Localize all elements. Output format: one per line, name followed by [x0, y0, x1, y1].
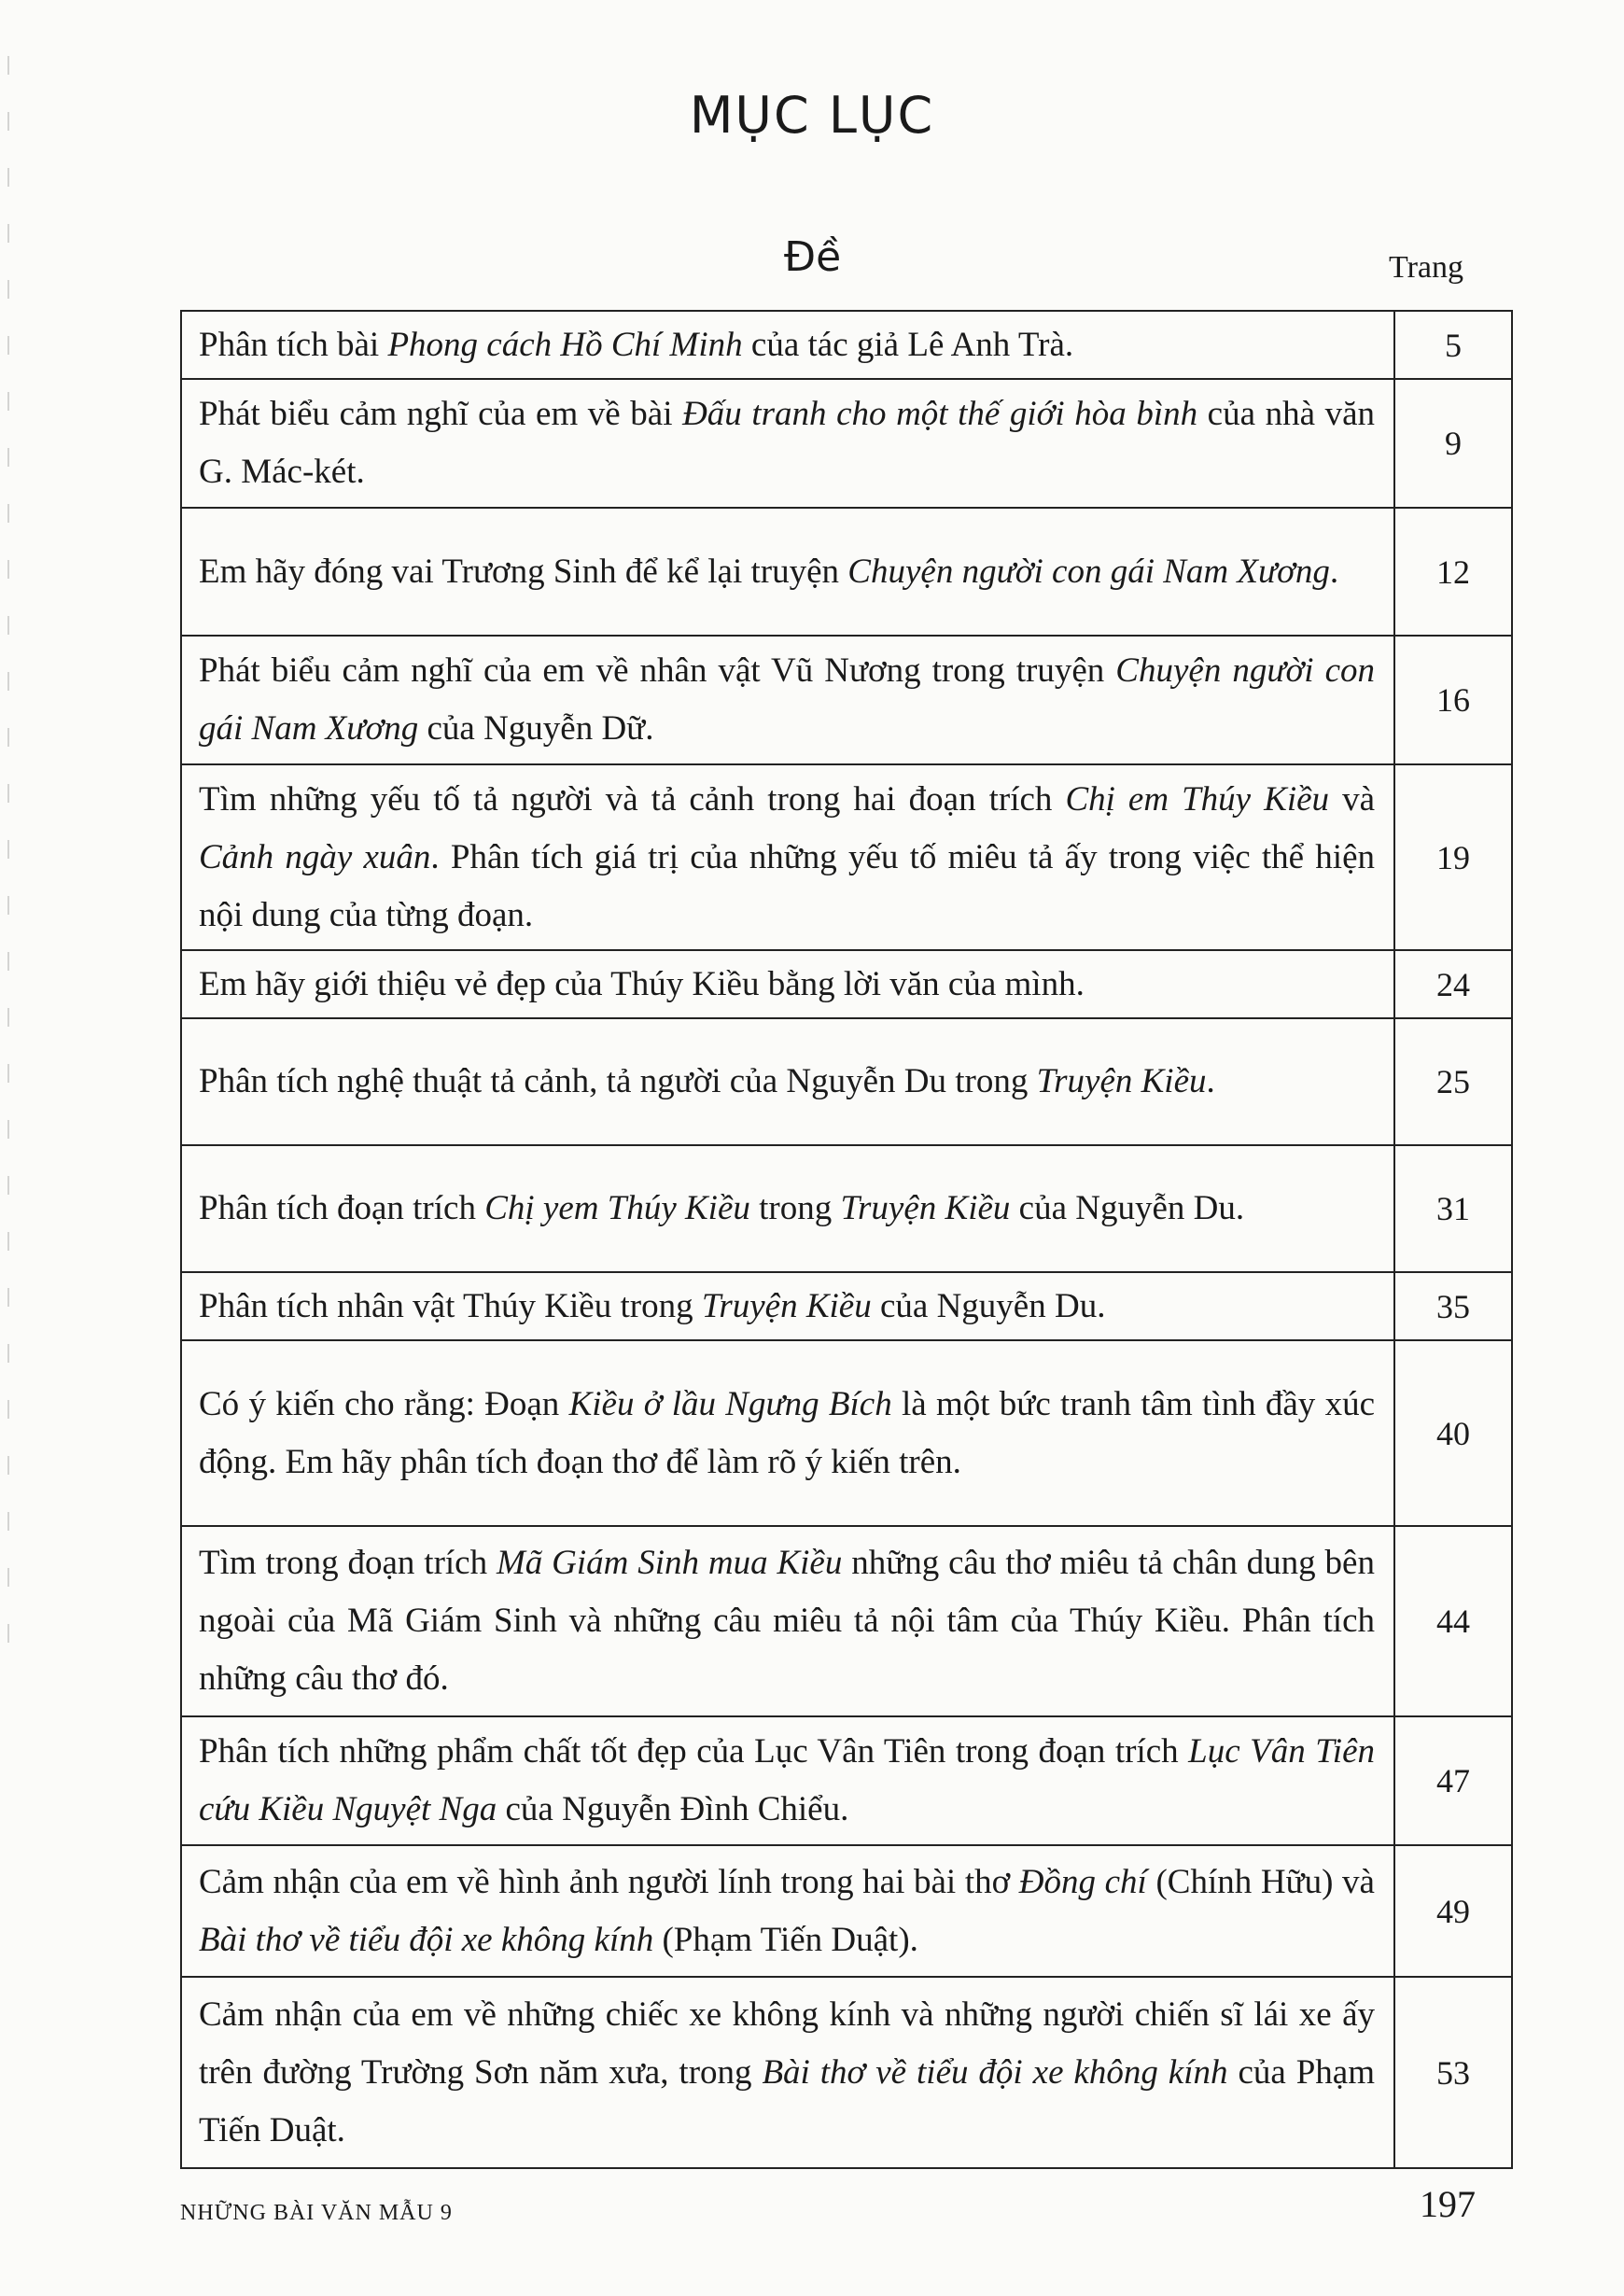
footer-book-title: NHỮNG BÀI VĂN MẪU 9 — [180, 2201, 453, 2225]
work-title: Mã Giám Sinh mua Kiều — [496, 1544, 843, 1582]
work-title: Chị yem Thúy Kiều — [484, 1189, 750, 1227]
work-title: Phong cách Hồ Chí Minh — [387, 325, 743, 364]
toc-entry-title — [181, 1018, 1394, 1145]
work-title: Truyện Kiều — [840, 1189, 1011, 1227]
work-title: Đồng chí — [1018, 1862, 1147, 1901]
entry-text: của Nguyễn Du. — [1010, 1189, 1245, 1227]
toc-entry-page: 44 — [1394, 1526, 1512, 1716]
toc-entry-title — [181, 1340, 1394, 1526]
entry-text: Em hãy đóng vai Trương Sinh để kể lại truyện — [199, 552, 848, 591]
toc-entry-page: 25 — [1394, 1018, 1512, 1145]
toc-row — [181, 1145, 1512, 1272]
toc-row — [181, 379, 1512, 508]
work-title: Lục Vân Tiên cứu Kiều Nguyệt Nga — [199, 1732, 1375, 1828]
entry-text: Phân tích bài — [199, 325, 388, 364]
entry-text: . Phân tích giá trị của những yếu tố miêu tả ấy trong việc thể hiện nội dung của từng đoạn. — [199, 837, 1375, 934]
toc-entry-title — [181, 1716, 1394, 1845]
entry-text: Cảm nhận của em về hình ảnh người lính trong hai bài thơ — [199, 1862, 1019, 1901]
work-title: Truyện Kiều — [701, 1286, 872, 1325]
entry-text: Tìm trong đoạn trích — [199, 1544, 497, 1582]
entry-text: Phân tích nghệ thuật tả cảnh, tả người của Nguyễn Du trong — [199, 1062, 1037, 1100]
toc-row — [181, 1716, 1512, 1845]
topic-column-header: Đề — [784, 233, 842, 281]
toc-row — [181, 636, 1512, 764]
entry-text: Phát biểu cảm nghĩ của em về bài — [199, 395, 683, 433]
toc-entry-title — [181, 764, 1394, 950]
toc-entry-title — [181, 508, 1394, 636]
toc-entry-page: 19 — [1394, 764, 1512, 950]
scan-edge-mark — [7, 56, 9, 1643]
entry-text: Tìm những yếu tố tả người và tả cảnh trong hai đoạn trích — [199, 779, 1066, 819]
page-column-header: Trang — [1389, 250, 1463, 285]
entry-text: trong — [749, 1189, 841, 1227]
toc-entry-title — [181, 1526, 1394, 1716]
toc-entry-page: 24 — [1394, 950, 1512, 1018]
entry-text: của Nguyễn Du. — [871, 1286, 1106, 1325]
toc-entry-title — [181, 379, 1394, 508]
toc-entry-page: 5 — [1394, 311, 1512, 379]
toc-entry-page: 31 — [1394, 1145, 1512, 1272]
toc-entry-title — [181, 1145, 1394, 1272]
work-title: Bài thơ về tiểu đội xe không kính — [762, 2052, 1228, 2092]
entry-text: và — [1329, 779, 1375, 819]
toc-entry-title — [181, 311, 1394, 379]
work-title: Truyện Kiều — [1036, 1062, 1207, 1100]
entry-text: của Nguyễn Dữ. — [418, 709, 654, 748]
entry-text: Phân tích những phẩm chất tốt đẹp của Lục Vân Tiên trong đoạn trích — [199, 1732, 1189, 1771]
toc-row — [181, 1977, 1512, 2168]
toc-entry-page: 47 — [1394, 1716, 1512, 1845]
toc-row — [181, 950, 1512, 1018]
toc-entry-page: 49 — [1394, 1845, 1512, 1977]
entry-text: Có ý kiến cho rằng: Đoạn — [199, 1384, 569, 1423]
toc-entry-page: 35 — [1394, 1272, 1512, 1340]
entry-text: những câu thơ miêu tả chân dung bên ngoài của Mã Giám Sinh và những câu miêu tả nội tâm của Thúy Kiều. Phân tích những câu thơ đó. — [199, 1544, 1375, 1698]
work-title: Cảnh ngày xuân — [199, 837, 431, 876]
toc-entry-page: 53 — [1394, 1977, 1512, 2168]
table-of-contents — [180, 310, 1513, 2169]
footer-page-number: 197 — [1420, 2183, 1476, 2225]
toc-row — [181, 311, 1512, 379]
work-title: Chuyện người con gái Nam Xương — [199, 651, 1375, 748]
entry-text: Phân tích nhân vật Thúy Kiều trong — [199, 1286, 702, 1325]
toc-entry-page: 12 — [1394, 508, 1512, 636]
toc-entry-title — [181, 1845, 1394, 1977]
page-title: MỤC LỤC — [689, 86, 935, 145]
toc-entry-page: 16 — [1394, 636, 1512, 764]
toc-row — [181, 1018, 1512, 1145]
toc-row — [181, 508, 1512, 636]
entry-text: . — [1206, 1062, 1215, 1100]
entry-text: là một bức tranh tâm tình đầy xúc động. Em hãy phân tích đoạn thơ để làm rõ ý kiến trên. — [199, 1384, 1375, 1481]
toc-entry-title — [181, 1977, 1394, 2168]
work-title: Bài thơ về tiểu đội xe không kính — [199, 1920, 654, 1959]
toc-entry-title — [181, 950, 1394, 1018]
work-title: Chị em Thúy Kiều — [1065, 779, 1330, 819]
toc-row — [181, 1340, 1512, 1526]
toc-row — [181, 1845, 1512, 1977]
entry-text: . — [1329, 552, 1339, 591]
entry-text: (Phạm Tiến Duật). — [653, 1920, 918, 1959]
work-title: Đấu tranh cho một thế giới hòa bình — [682, 395, 1198, 433]
toc-entry-page: 9 — [1394, 379, 1512, 508]
toc-entry-title — [181, 636, 1394, 764]
entry-text: của nhà văn G. Mác-két. — [199, 395, 1375, 491]
work-title: Chuyện người con gái Nam Xương — [847, 552, 1330, 591]
entry-text: Em hãy giới thiệu vẻ đẹp của Thúy Kiều bằng lời văn của mình. — [199, 964, 1085, 1003]
toc-entry-title — [181, 1272, 1394, 1340]
toc-row — [181, 764, 1512, 950]
content-area — [180, 310, 1513, 2226]
work-title: Kiều ở lầu Ngưng Bích — [568, 1384, 892, 1423]
entry-text: của tác giả Lê Anh Trà. — [742, 325, 1074, 364]
entry-text: (Chính Hữu) và — [1146, 1862, 1375, 1901]
entry-text: Phát biểu cảm nghĩ của em về nhân vật Vũ Nương trong truyện — [199, 651, 1116, 690]
entry-text: của Nguyễn Đình Chiểu. — [497, 1790, 849, 1828]
entry-text: Cảm nhận của em về những chiếc xe không kính và những người chiến sĩ lái xe ấy trên đường Trường Sơn năm xưa, trong — [199, 1995, 1375, 2092]
page-footer — [180, 2182, 1513, 2226]
toc-row — [181, 1272, 1512, 1340]
toc-row — [181, 1526, 1512, 1716]
toc-entry-page: 40 — [1394, 1340, 1512, 1526]
entry-text: Phân tích đoạn trích — [199, 1189, 485, 1227]
entry-text: của Phạm Tiến Duật. — [199, 2052, 1375, 2149]
